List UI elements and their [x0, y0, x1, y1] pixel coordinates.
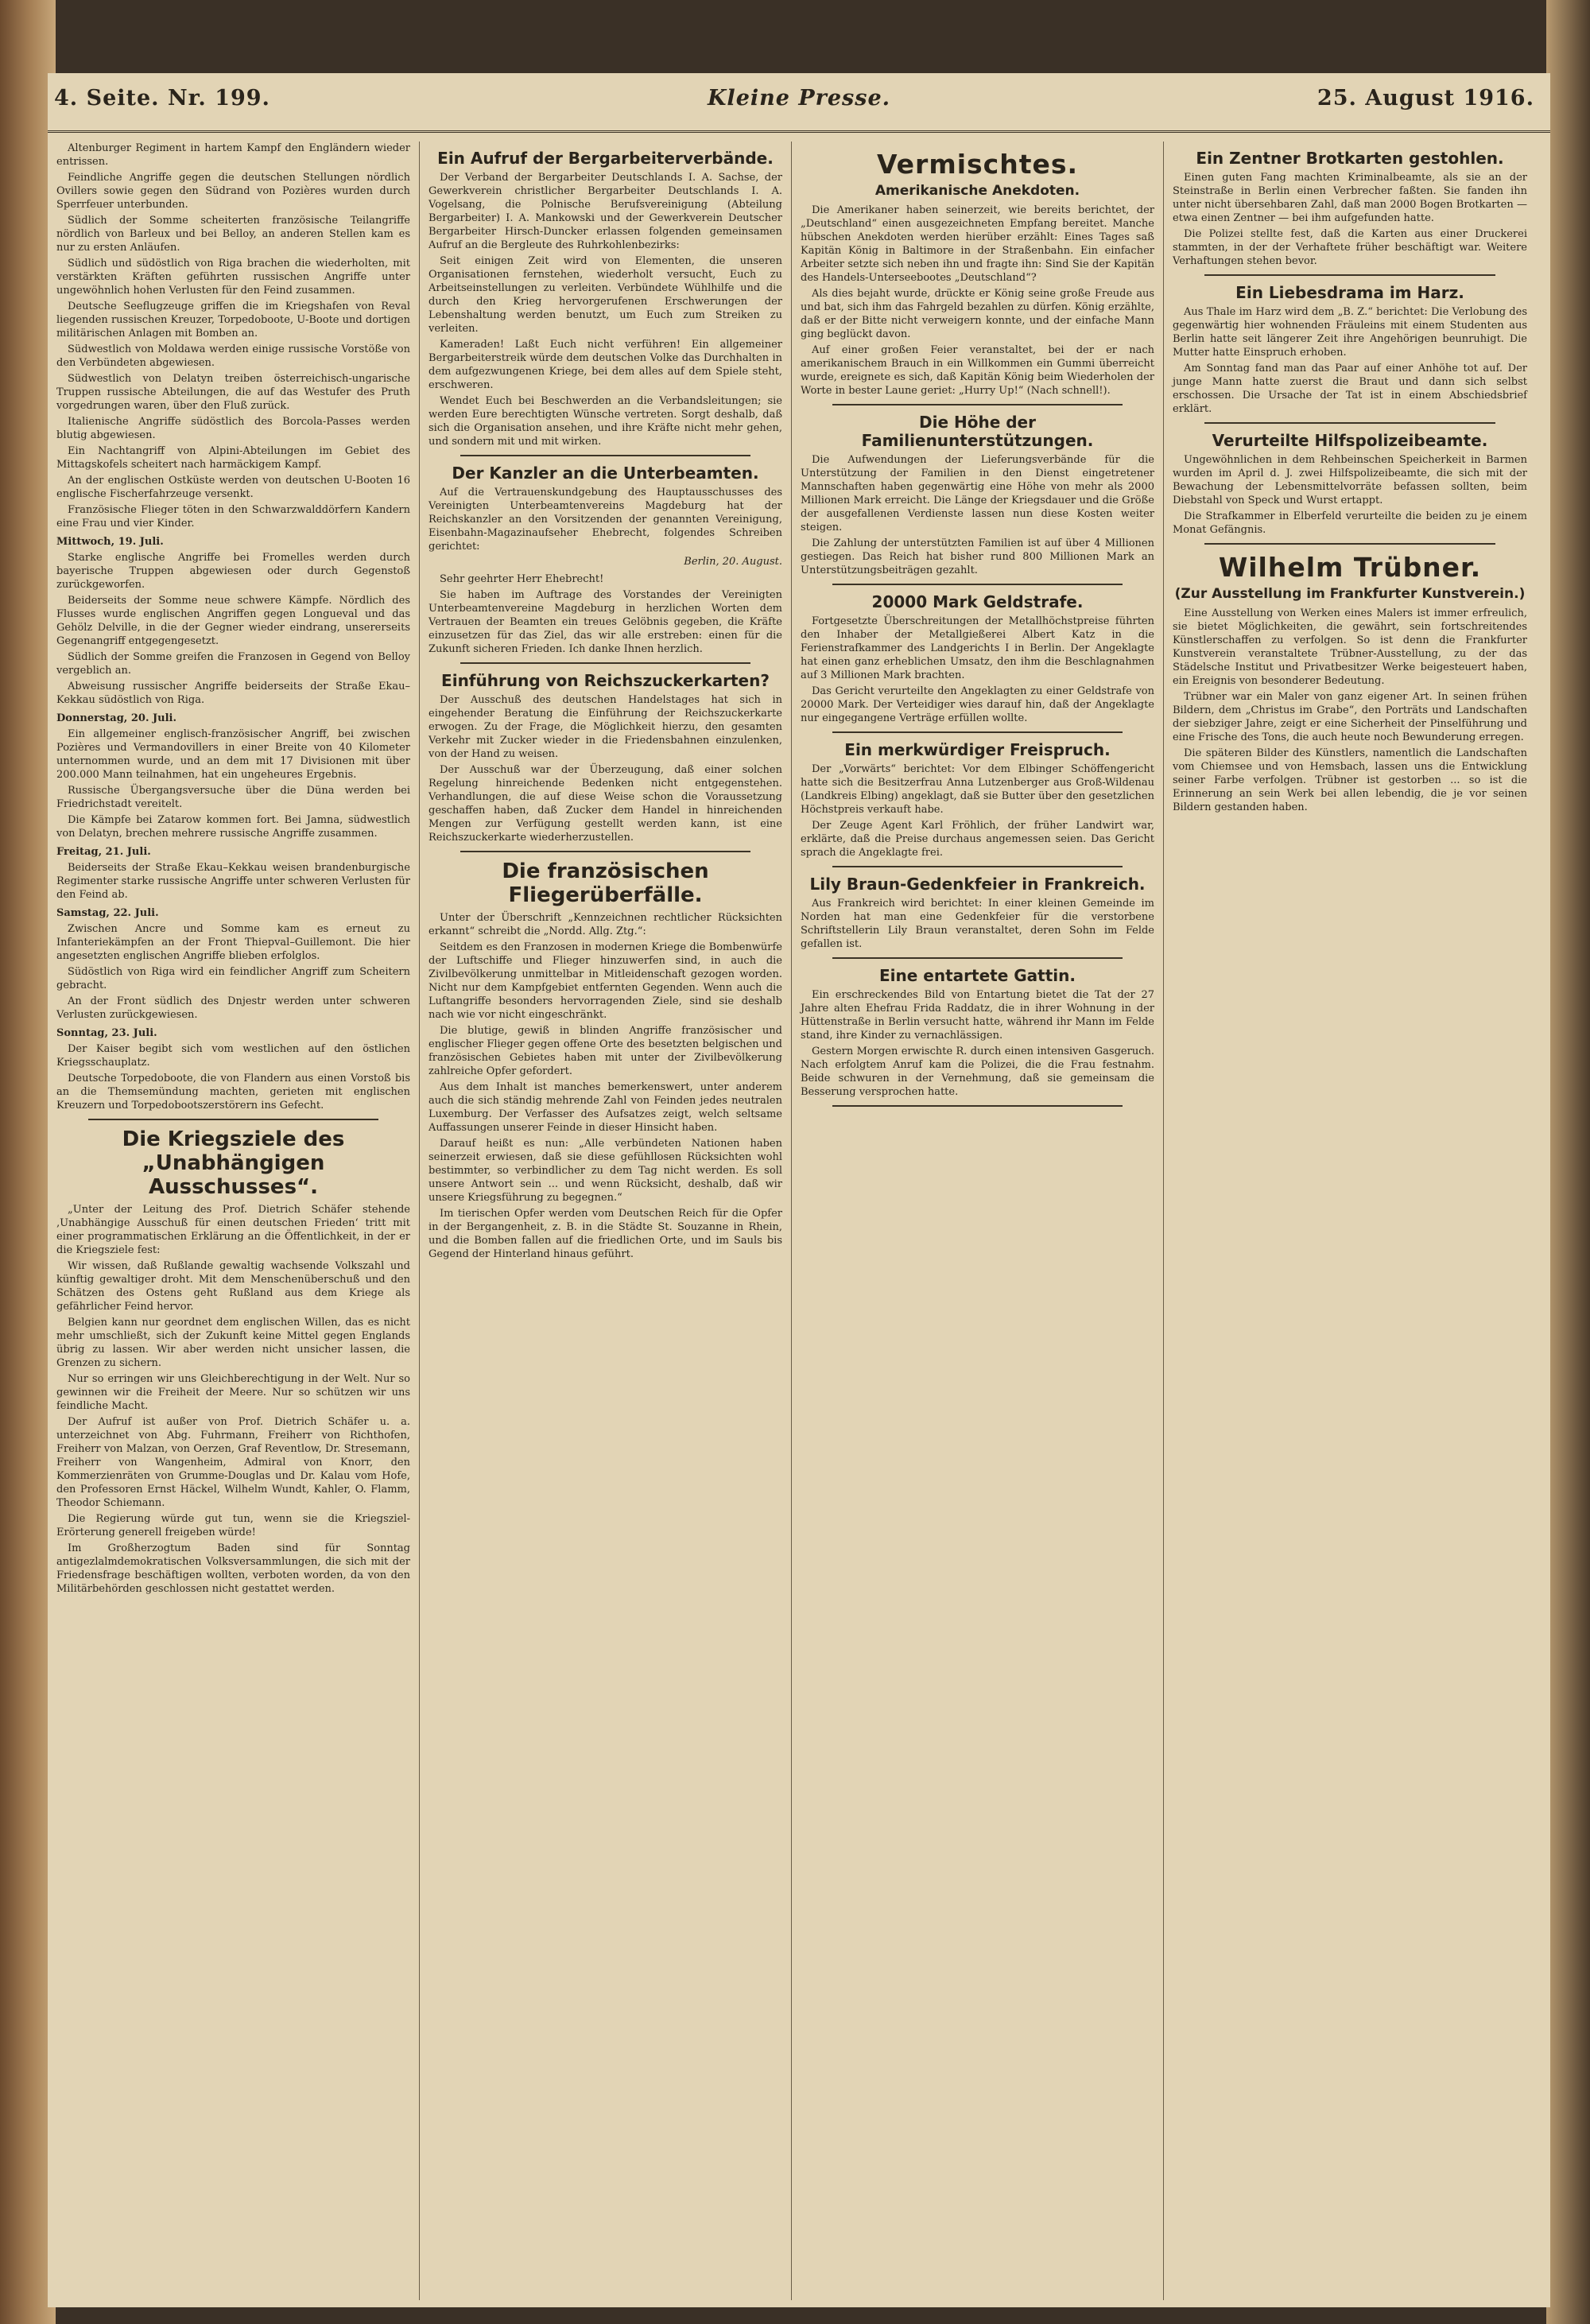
divider — [460, 455, 750, 456]
article-title: Ein Liebesdrama im Harz. — [1235, 283, 1464, 302]
article-title: Vermischtes. — [876, 149, 1079, 180]
paragraph: An der Front südlich des Dnjestr werden unter schweren Verlusten zurückgewiesen. — [56, 995, 410, 1021]
paragraph: Eine Ausstellung von Werken eines Malers ist immer erfreulich, sie bietet Möglichkeiten, die gewährt, sein fortschreitendes Künstlerschaffen zu verfolgen. So ist denn die Frankfurter Kunstverein veranstaltete Trübner-Ausstellung, zu der das Städelsche Institut und Privatbesitzer Werke beigesteuert haben, ein Ereignis von besonderer Bedeutung. — [1173, 607, 1527, 687]
divider — [460, 851, 750, 852]
paragraph: Die Amerikaner haben seinerzeit, wie bereits berichtet, der „Deutschland“ einen ausgezeichneten Empfang bereitet. Manche hübschen Anekdoten werden hierüber erzählt: Eines Tages saß Kapitän König in Baltimore in der Straßenbahn. Ein einfacher Arbeiter setzte sich neben ihn und fragte ihn: Sind Sie der Kapitän des Handels-Unterseebootes „Deutschland“? — [801, 204, 1154, 284]
divider — [832, 731, 1123, 733]
paragraph: Französische Flieger töten in den Schwarzwalddörfern Kandern eine Frau und vier Kinder. — [56, 504, 410, 530]
adjacent-page-fragment — [1555, 302, 1590, 1813]
article-title: Die französischen Fliegerüberfälle. — [502, 859, 709, 907]
article-title: Ein Zentner Brotkarten gestohlen. — [1196, 149, 1504, 168]
paragraph: An der englischen Ostküste werden von deutschen U-Booten 16 englische Fischerfahrzeuge versenkt. — [56, 475, 410, 500]
paragraph: Gestern Morgen erwischte R. durch einen intensiven Gasgeruch. Nach erfolgtem Anruf kam die Polizei, die die Frau festnahm. Beide schwuren in der Vernehmung, daß sie gemeinsam die Besserung versprochen hatte. — [801, 1045, 1154, 1098]
paragraph: Südwestlich von Delatyn treiben österreichisch-ungarische Truppen russische Abteilungen, die auf das Westufer des Pruth vorgedrungen waren, über den Fluß zurück. — [56, 373, 410, 412]
paragraph: Der Zeuge Agent Karl Fröhlich, der früher Landwirt war, erklärte, daß die Preise durchaus angemessen seien. Das Gericht sprach die Angeklagte frei. — [801, 819, 1154, 859]
date-heading: Samstag, 22. Juli. — [56, 907, 159, 919]
column-3 — [792, 142, 1164, 2300]
article-title: Eine entartete Gattin. — [879, 965, 1076, 985]
article-title: Wilhelm Trübner. — [1218, 552, 1482, 583]
article-title: Der Kanzler an die Unterbeamten. — [452, 464, 759, 483]
paragraph: Der Kaiser begibt sich vom westlichen auf den östlichen Kriegsschauplatz. — [56, 1043, 410, 1069]
paragraph: Trübner war ein Maler von ganz eigener Art. In seinen frühen Bildern, dem „Christus im Grabe“, den Porträts und Landschaften der siebziger Jahre, zeigt er eine Sicherheit der Pinselführung und eine Frische des Tons, die auch heute noch Bewunderung erregen. — [1173, 690, 1527, 743]
page-number: 4. Seite. Nr. 199. — [54, 86, 270, 111]
dateline: Berlin, 20. August. — [684, 556, 782, 568]
paragraph: Der Aufruf ist außer von Prof. Dietrich Schäfer u. a. unterzeichnet von Abg. Fuhrmann, Freiherr von Richthofen, Freiherr von Malzan, von Oerzen, Graf Reventlow, Dr. Stresemann, Freiherr von Wangenheim, Admiral von Knorr, den Kommerzienräten von Grumme-Douglas und Dr. Kalau vom Hofe, den Professoren Ernst Häckel, Wilhelm Wundt, Kahler, O. Flamm, Theodor Schiemann. — [56, 1415, 410, 1509]
paragraph: Russische Übergangsversuche über die Düna werden bei Friedrichstadt vereitelt. — [56, 785, 410, 810]
paragraph: Die Regierung würde gut tun, wenn sie die Kriegsziel-Erörterung generell freigeben würde! — [56, 1512, 410, 1538]
paragraph: „Unter der Leitung des Prof. Dietrich Schäfer stehende ‚Unabhängige Ausschuß für einen deutschen Frieden‘ tritt mit einer programmatischen Erklärung an die Öffentlichkeit, in der er die Kriegsziele fest: — [56, 1203, 410, 1256]
paragraph: Auf die Vertrauenskundgebung des Hauptausschusses des Vereinigten Unterbeamtenvereins Magdeburg hat der Reichskanzler an den Vorsitzenden der genannten Vereinigung, Eisenbahn-Magazinaufseher Ehebrecht, folgendes Schreiben gerichtet: — [429, 487, 782, 553]
paragraph: Die späteren Bilder des Künstlers, namentlich die Landschaften vom Chiemsee und von Hemsbach, lassen uns die Entwicklung seiner Farbe verfolgen. Trübner ist gestorben ... so ist die Erinnerung an sein Werk bei allen lebendig, die je vor seinen Bildern gestanden haben. — [1173, 747, 1527, 813]
divider — [460, 662, 750, 664]
paragraph: Beiderseits der Somme neue schwere Kämpfe. Nördlich des Flusses wurde englischen Angriffen gegen Longueval und das Gehölz Delville, in die der Gegner wieder eindrang, unsererseits Gegenangriff entgegengesetzt. — [56, 595, 410, 647]
salutation: Sehr geehrter Herr Ehebrecht! — [440, 573, 604, 585]
divider — [1204, 274, 1495, 276]
paragraph: Der „Vorwärts“ berichtet: Vor dem Elbinger Schöffengericht hatte sich die Besitzerfrau Anna Lutzenberger aus Groß-Wildenau (Landkreis Elbing) angeklagt, daß sie Butter über den gesetzlichen Höchstpreis verkauft habe. — [801, 762, 1154, 816]
article-title: Die Kriegsziele des „Unabhängigen Ausschusses“. — [122, 1127, 345, 1199]
paragraph: Aus Thale im Harz wird dem „B. Z.“ berichtet: Die Verlobung des gegenwärtig hier wohnenden Fräuleins mit einem Studenten aus Berlin hatte seit längerer Zeit ihre Angehörigen beunruhigt. Die Mutter hatte Einspruch erhoben. — [1173, 306, 1527, 359]
article-title: Verurteilte Hilfspolizeibeamte. — [1212, 431, 1488, 450]
paragraph: Fortgesetzte Überschreitungen der Metallhöchstpreise führten den Inhaber der Metallgießerei Albert Katz in die Ferienstrafkammer des Landgerichts I in Berlin. Der Angeklagte hat einen ganz erheblichen Umsatz, den ihm die Beschlagnahmen auf 3 Millionen Mark brachten. — [801, 615, 1154, 681]
columns — [48, 142, 1550, 2300]
paragraph: Feindliche Angriffe gegen die deutschen Stellungen nördlich Ovillers sowie gegen den Südrand von Pozières wurden durch Sperrfeuer unterbunden. — [56, 172, 410, 211]
paragraph: Im tierischen Opfer werden vom Deutschen Reich für die Opfer in der Bergangenheit, z. B. in die Städte St. Souzanne in Rhein, und die Bomben fallen auf die friedlichen Orte, und im Sauls bis Gegend der Hinterland hinaus geführt. — [429, 1207, 782, 1260]
newspaper-page — [48, 73, 1550, 2307]
paragraph: Ein erschreckendes Bild von Entartung bietet die Tat der 27 Jahre alten Ehefrau Frida Raddatz, die in ihrer Wohnung in der Hüttenstraße in Berlin versucht hatte, während ihr Mann im Felde stand, ihre Kinder zu vernachlässigen. — [801, 988, 1154, 1042]
divider — [832, 866, 1123, 867]
article-title: Ein Aufruf der Bergarbeiterverbände. — [437, 149, 774, 168]
paragraph: Altenburger Regiment in hartem Kampf den Engländern wieder entrissen. — [56, 142, 410, 168]
paragraph: Kameraden! Laßt Euch nicht verführen! Ein allgemeiner Bergarbeiterstreik würde dem deutschen Volke das Durchhalten in dem aufgezwungenen Kriege, bei dem alles auf dem Spiele steht, erschweren. — [429, 339, 782, 391]
paragraph: Südwestlich von Moldawa werden einige russische Vorstöße von den Verbündeten abgewiesen. — [56, 343, 410, 369]
paragraph: Am Sonntag fand man das Paar auf einer Anhöhe tot auf. Der junge Mann hatte zuerst die Braut und dann sich selbst erschossen. Die Ursache der Tat ist in einem Abschiedsbrief erklärt. — [1173, 363, 1527, 415]
article-subtitle: (Zur Ausstellung im Frankfurter Kunstverein.) — [1174, 585, 1526, 602]
divider — [832, 957, 1123, 959]
paragraph: Seit einigen Zeit wird von Elementen, die unseren Organisationen fernstehen, wiederholt versucht, Euch zu Arbeitseinstellungen zu verleiten. Verbündete Wühlhilfe und die durch den Krieg hervorgerufenen Erschwerungen der Lebenshaltung werden benutzt, um Euch zum Streiken zu verleiten. — [429, 255, 782, 335]
paragraph: Die Aufwendungen der Lieferungsverbände für die Unterstützung der Familien in den Dienst eingetretener Mannschaften haben gegenwärtig eine Höhe von mehr als 2000 Millionen Mark erreicht. Die Länge der Kriegsdauer und die Größe der ausgefallenen Verdienste lassen nun diese Kosten weiter steigen. — [801, 453, 1154, 533]
paragraph: Ein Nachtangriff von Alpini-Abteilungen im Gebiet des Mittagskofels scheitert nach harmäckigem Kampf. — [56, 445, 410, 471]
paragraph: Einen guten Fang machten Kriminalbeamte, als sie an der Steinstraße in Berlin einen Verbrecher faßten. Sie fanden ihn unter nicht übersehbaren Zahl, daß man 2000 Bogen Brotkarten — etwa einen Zentner — bei ihm aufgefunden hatte. — [1173, 172, 1527, 224]
page-header — [48, 73, 1550, 133]
date-heading: Donnerstag, 20. Juli. — [56, 712, 177, 724]
paragraph: Deutsche Torpedoboote, die von Flandern aus einen Vorstoß bis an die Themsemündung machten, gerieten mit englischen Kreuzern und Torpedobootszerstörern ins Gefecht. — [56, 1073, 410, 1112]
divider — [1204, 543, 1495, 545]
divider — [1204, 422, 1495, 424]
paragraph: Die Zahlung der unterstützten Familien ist auf über 4 Millionen gestiegen. Das Reich hat bisher rund 800 Millionen Mark an Unterstützungsbeiträgen gezahlt. — [801, 537, 1154, 576]
paragraph: Südöstlich von Riga wird ein feindlicher Angriff zum Scheitern gebracht. — [56, 966, 410, 991]
paragraph: Der Ausschuß des deutschen Handelstages hat sich in eingehender Beratung die Einführung der Reichszuckerkarte erwogen. Zu der Frage, die Möglichkeit hierzu, den gesamten Verkehr mit Zucker wieder in die Friedensbahnen einzulenken, von der Hand zu weisen. — [429, 694, 782, 760]
article-title: Lily Braun-Gedenkfeier in Frankreich. — [809, 874, 1146, 894]
paragraph: Zwischen Ancre und Somme kam es erneut zu Infanteriekämpfen an der Front Thiepval–Guillemont. Die hier angesetzten englischen Angriffe blieben erfolglos. — [56, 923, 410, 962]
paragraph: Als dies bejaht wurde, drückte er König seine große Freude aus und bat, sich ihm das Fahrgeld bezahlen zu dürfen. König erzählte, daß er der Bitte nicht verweigern konnte, und der einfache Mann ging beglückt davon. — [801, 287, 1154, 340]
paragraph: Im Großherzogtum Baden sind für Sonntag antigezlalmdemokratischen Volksversammlungen, die sich mit der Friedensfrage beschäftigen wollten, verboten worden, da von den Militärbehörden geschlossen nicht gestattet werden. — [56, 1542, 410, 1595]
paragraph: Die Strafkammer in Elberfeld verurteilte die beiden zu je einem Monat Gefängnis. — [1173, 510, 1527, 536]
paragraph: Südlich der Somme scheiterten französische Teilangriffe nördlich von Barleux und bei Belloy, an anderen Stellen kam es nur zu ersten Anläufen. — [56, 215, 410, 254]
paragraph: Beiderseits der Straße Ekau–Kekkau weisen brandenburgische Regimenter starke russische Angriffe unter schweren Verlusten für den Feind ab. — [56, 862, 410, 901]
article-title: Die Höhe der Familienunterstützungen. — [861, 412, 1094, 450]
paragraph: Italienische Angriffe südöstlich des Borcola-Passes werden blutig abgewiesen. — [56, 416, 410, 441]
article-title: Ein merkwürdiger Freispruch. — [844, 739, 1111, 759]
paragraph: Sie haben im Auftrage des Vorstandes der Vereinigten Unterbeamtenvereine Magdeburg in herzlichen Worten dem Vertrauen der Beamten ein treues Gelöbnis gegeben, die Kräfte einzusetzen für das Ziel, das wir alle erstreben: einen für die Zukunft sicheren Frieden. Ich danke Ihnen herzlich. — [429, 589, 782, 655]
divider — [88, 1119, 378, 1120]
paragraph: Ungewöhnlichen in dem Rehbeinschen Speicherkeit in Barmen wurden im April d. J. zwei Hilfspolizeibeamte, die sich mit der Bewachung der Lebensmittelvorräte befassen sollten, beim Diebstahl von Speck und Wurst ertappt. — [1173, 454, 1527, 506]
column-1 — [48, 142, 420, 2300]
date-heading: Sonntag, 23. Juli. — [56, 1027, 157, 1039]
paragraph: Der Verband der Bergarbeiter Deutschlands I. A. Sachse, der Gewerkverein christlicher Bergarbeiter Deutschlands I. A. Vogelsang, die Polnische Berufsvereinigung (Abteilung Bergarbeiter) I. A. Mankowski und der Gewerkverein Deutscher Bergarbeiter Hirsch-Duncker erlassen folgenden gemeinsamen Aufruf an die Bergleute des Ruhrkohlenbezirks: — [429, 172, 782, 251]
paragraph: Der Ausschuß war der Überzeugung, daß einer solchen Regelung hinreichende Bedenken nicht entgegenstehen. Verhandlungen, die auf diese Weise schon die Voraussetzung geschaffen haben, daß Zucker dem Handel in hinreichenden Mengen zur Verfügung gestellt werden kann, ist eine Reichszuckerkarte wiederherzustellen. — [429, 764, 782, 844]
divider — [832, 404, 1123, 405]
divider — [832, 1105, 1123, 1107]
article-subtitle: Amerikanische Anekdoten. — [874, 182, 1080, 199]
paragraph: Ein allgemeiner englisch-französischer Angriff, bei zwischen Pozières und Vermandovillers in einer Breite von 40 Kilometer unternommen wurde, und an dem mit 17 Divisionen mit über 200.000 Mann teilnahmen, hat ein ungeheures Ergebnis. — [56, 728, 410, 781]
issue-date: 25. August 1916. — [1317, 86, 1534, 111]
paragraph: Auf einer großen Feier veranstaltet, bei der er nach amerikanischem Brauch in ein Willkommen ein Gummi überreicht wurde, ereignete es sich, daß Kapitän König beim Wiederholen der Worte in bester Laune geriet: „Hurry Up!“ (Nach schnell!). — [801, 343, 1154, 397]
column-2 — [420, 142, 792, 2300]
paragraph: Nur so erringen wir uns Gleichberechtigung in der Welt. Nur so gewinnen wir die Freiheit der Meere. Nur so schützen wir uns feindliche Macht. — [56, 1372, 410, 1412]
paragraph: Aus dem Inhalt ist manches bemerkenswert, unter anderem auch die sich ständig mehrende Zahl von Feinden jedes neutralen Luxemburg. Der Verfasser des Aufsatzes zeigt, welch seltsame Auffassungen unserer Feinde in dieser Hinsicht haben. — [429, 1081, 782, 1134]
date-heading: Mittwoch, 19. Juli. — [56, 536, 164, 548]
paragraph: Unter der Überschrift „Kennzeichnen rechtlicher Rücksichten erkannt“ schreibt die „Nordd. Allg. Ztg.“: — [429, 911, 782, 937]
masthead: Kleine Presse. — [707, 86, 891, 111]
paragraph: Deutsche Seeflugzeuge griffen die im Kriegshafen von Reval liegenden russischen Kreuzer, Torpedoboote, U-Boote und dortigen militärischen Anlagen mit Bomben an. — [56, 301, 410, 339]
paragraph: Wendet Euch bei Beschwerden an die Verbandsleitungen; sie werden Eure berechtigten Wünsche vertreten. Sorgt deshalb, daß sich die Organisation ansehen, und ihre Kräfte nicht mehr gehen, und sondern mit und mit wirken. — [429, 395, 782, 448]
divider — [832, 584, 1123, 585]
paragraph: Starke englische Angriffe bei Fromelles werden durch bayerische Truppen abgewiesen oder durch Gegenstoß zurückgeworfen. — [56, 552, 410, 591]
article-title: 20000 Mark Geldstrafe. — [871, 592, 1084, 611]
paragraph: Aus Frankreich wird berichtet: In einer kleinen Gemeinde im Norden hat man eine Gedenkfeier für die verstorbene Schriftstellerin Lily Braun veranstaltet, deren Sohn im Felde gefallen ist. — [801, 897, 1154, 950]
paragraph: Belgien kann nur geordnet dem englischen Willen, das es nicht mehr umschließt, sich der Zukunft keine Mittel gegen Englands übrig zu lassen. Wir aber werden nicht unsicher lassen, die Grenzen zu sichern. — [56, 1316, 410, 1369]
paragraph: Südlich und südöstlich von Riga brachen die wiederholten, mit verstärkten Kräften geführten russischen Angriffe unter ungewöhnlich hohen Verlusten für den Feind zusammen. — [56, 258, 410, 297]
paragraph: Das Gericht verurteilte den Angeklagten zu einer Geldstrafe von 20000 Mark. Der Verteidiger wies darauf hin, daß der Angeklagte nur eingegangene Verträge erfüllen wollte. — [801, 685, 1154, 724]
paragraph: Die Kämpfe bei Zatarow kommen fort. Bei Jamna, südwestlich von Delatyn, brechen mehrere russische Angriffe zusammen. — [56, 814, 410, 840]
paragraph: Wir wissen, daß Rußlande gewaltig wachsende Volkszahl und künftig gewaltiger droht. Mit dem Menschenüberschuß und den Schätzen des Ostens geht Rußland aus dem Kriege als gefährlicher Feind hervor. — [56, 1259, 410, 1313]
paragraph: Südlich der Somme greifen die Franzosen in Gegend von Belloy vergeblich an. — [56, 651, 410, 677]
paragraph: Die Polizei stellte fest, daß die Karten aus einer Druckerei stammten, in der der Verhaftete früher beschäftigt war. Weitere Verhaftungen stehen bevor. — [1173, 228, 1527, 267]
paragraph: Darauf heißt es nun: „Alle verbündeten Nationen haben seinerzeit erwiesen, daß sie diese gefühllosen Rücksichten wohl bestimmter, so verbindlicher zu dem Tag nicht werden. Es soll unsere Antwort sein ... und wenn Rücksicht, deshalb, daß wir unsere Kriegsführung zu begegnen.“ — [429, 1137, 782, 1204]
date-heading: Freitag, 21. Juli. — [56, 846, 151, 858]
paragraph: Die blutige, gewiß in blinden Angriffe französischer und englischer Flieger gegen offene Orte des besetzten belgischen und französischen Gebietes haben mit unter der Zivilbevölkerung zahlreiche Opfer gefordert. — [429, 1024, 782, 1077]
column-4 — [1164, 142, 1536, 2300]
paragraph: Seitdem es den Franzosen in modernen Kriege die Bombenwürfe der Luftschiffe und Flieger hinzuwerfen sind, in auch die Zivilbevölkerung unmittelbar in Mitleidenschaft gezogen worden. Nicht nur dem Kampfgebiet entfernten Gegenden. Wenn auch die Luftangriffe besonders hervorragenden Ziele, sind sie deshalb nach wie vor nicht eingeschränkt. — [429, 941, 782, 1021]
paragraph: Abweisung russischer Angriffe beiderseits der Straße Ekau–Kekkau südöstlich von Riga. — [56, 681, 410, 706]
article-title: Einführung von Reichszuckerkarten? — [441, 671, 770, 690]
